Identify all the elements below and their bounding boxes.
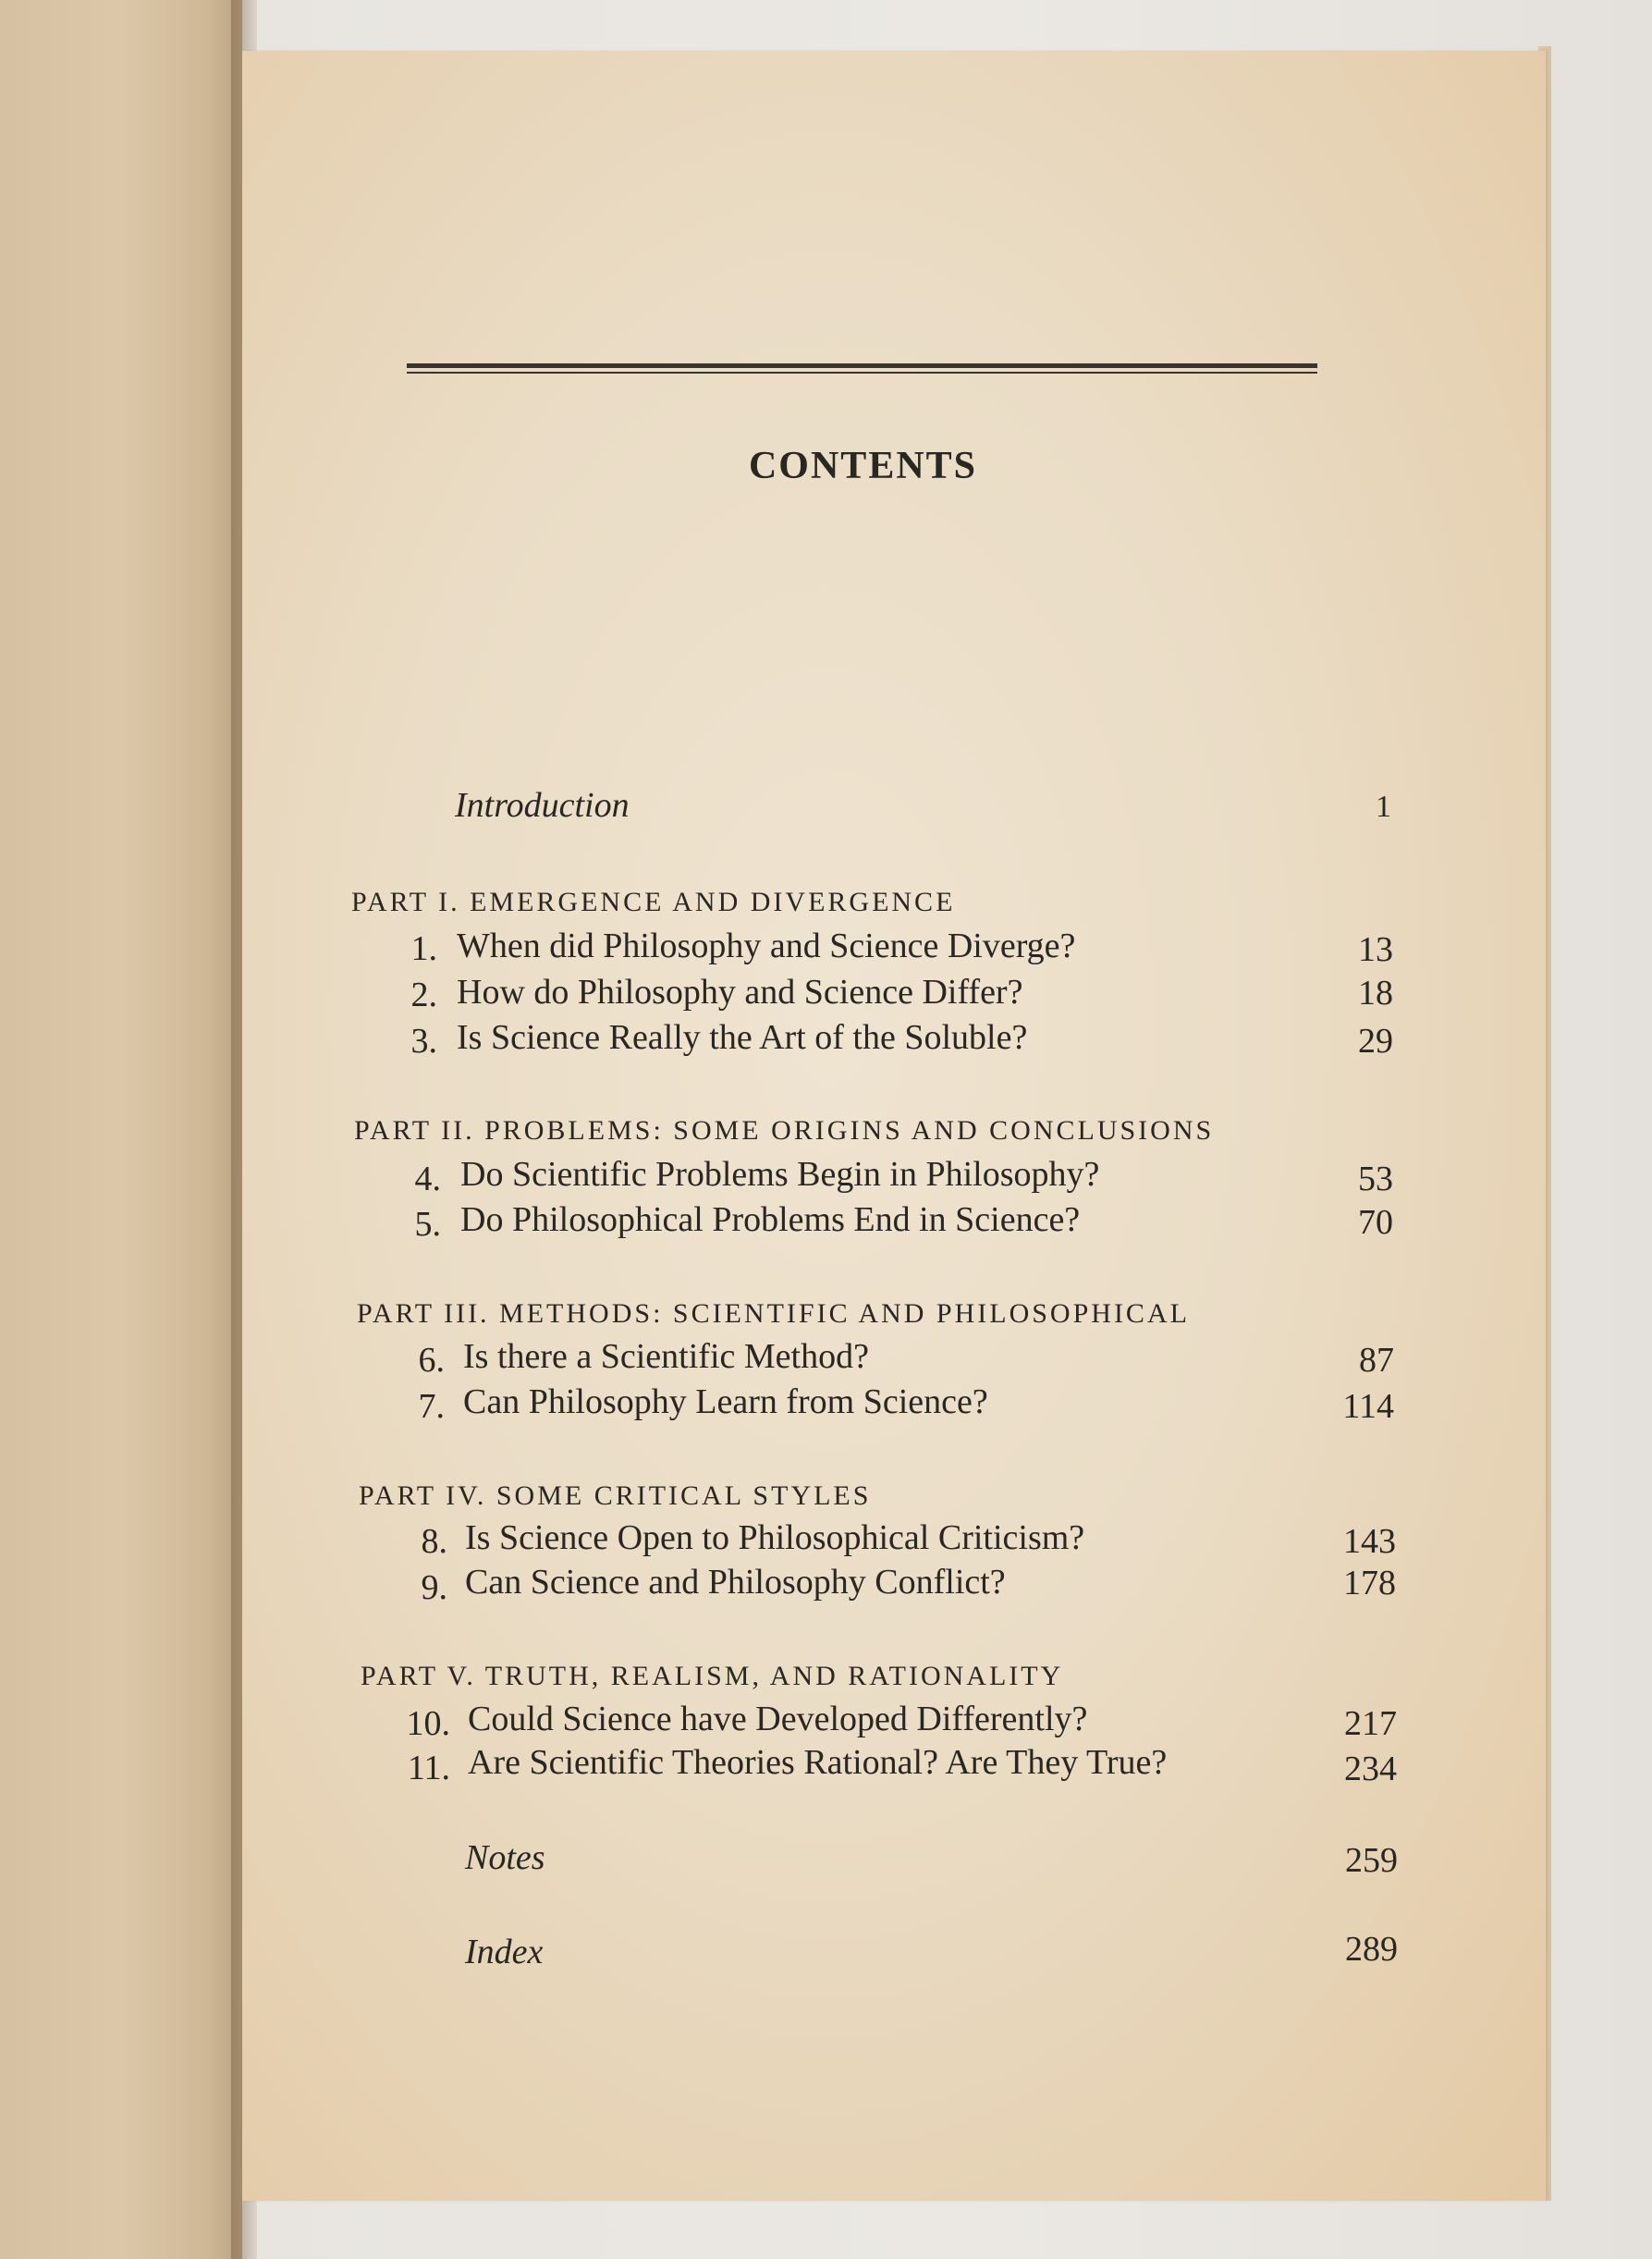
chapter-page: 87 [1359,1341,1394,1380]
chapter-number: 10. [406,1704,450,1743]
chapter-page: 13 [1358,930,1393,969]
chapter-number: 11. [407,1749,450,1787]
double-rule-thin [407,372,1317,374]
double-rule-thick [407,363,1317,368]
chapter-title: Can Philosophy Learn from Science? [463,1382,988,1421]
chapter-page: 234 [1344,1749,1397,1788]
chapter-number: 2. [410,976,437,1014]
part-heading: PART V. TRUTH, REALISM, AND RATIONALITY [361,1661,1064,1691]
chapter-number: 5. [414,1205,441,1244]
part-heading: PART III. METHODS: SCIENTIFIC AND PHILOSOPHICAL [357,1298,1190,1329]
chapter-title: When did Philosophy and Science Diverge? [457,927,1076,965]
chapter-number: 4. [414,1160,441,1198]
chapter-page: 29 [1358,1022,1393,1061]
part-heading: PART II. PROBLEMS: SOME ORIGINS AND CONCLUSIONS [354,1115,1215,1146]
introduction-page: 1 [1376,790,1391,824]
part-heading: PART IV. SOME CRITICAL STYLES [359,1480,872,1511]
chapter-number: 6. [418,1341,445,1380]
chapter-title: Do Philosophical Problems End in Science? [460,1200,1081,1239]
chapter-number: 7. [418,1387,445,1426]
page-title: CONTENTS [748,445,978,487]
index-page: 289 [1345,1930,1398,1969]
chapter-title: Is there a Scientific Method? [463,1337,869,1376]
part-heading: PART I. EMERGENCE AND DIVERGENCE [351,887,956,917]
chapter-page: 18 [1358,974,1393,1013]
chapter-title: Can Science and Philosophy Conflict? [465,1563,1006,1602]
chapter-title: Is Science Open to Philosophical Criticism? [465,1518,1085,1557]
introduction-entry: Introduction [455,786,630,825]
chapter-page: 178 [1343,1564,1396,1602]
chapter-page: 70 [1358,1203,1393,1242]
index-entry: Index [465,1933,544,1971]
chapter-page: 53 [1358,1160,1393,1198]
chapter-title: Could Science have Developed Differently? [468,1700,1088,1738]
chapter-number: 1. [410,929,437,968]
notes-entry: Notes [465,1838,545,1877]
chapter-page: 143 [1343,1522,1396,1561]
chapter-page: 114 [1342,1387,1394,1426]
notes-page: 259 [1345,1841,1398,1880]
chapter-title: Do Scientific Problems Begin in Philosophy? [460,1155,1100,1194]
chapter-number: 9. [421,1568,447,1607]
chapter-title: Is Science Really the Art of the Soluble? [457,1018,1028,1057]
chapter-title: Are Scientific Theories Rational? Are They True? [468,1743,1168,1782]
facing-page-left [0,0,242,2259]
chapter-number: 8. [421,1522,447,1561]
chapter-title: How do Philosophy and Science Differ? [457,973,1023,1012]
chapter-page: 217 [1344,1704,1397,1743]
chapter-number: 3. [410,1022,437,1061]
